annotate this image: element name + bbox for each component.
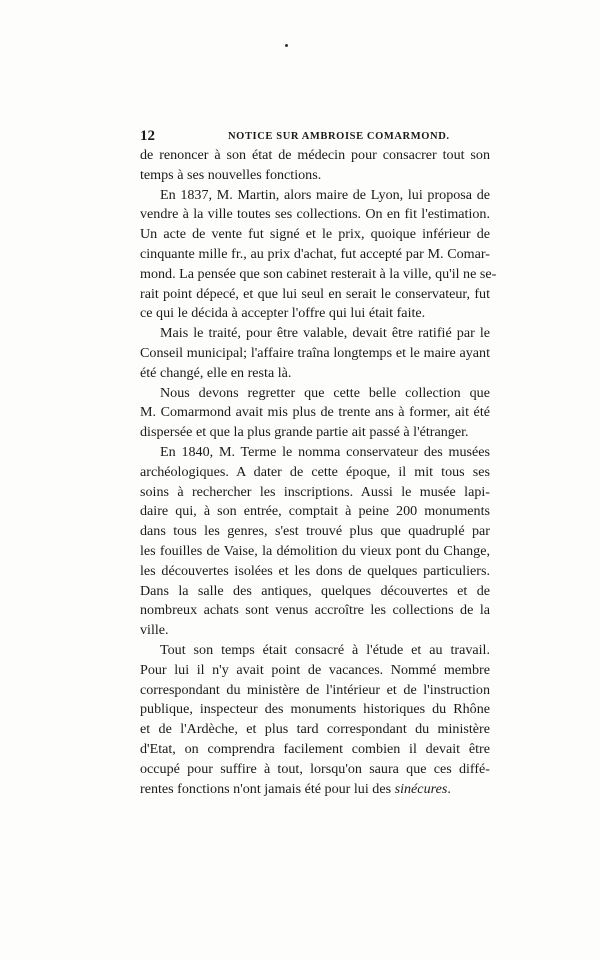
text-line: M. Comarmond avait mis plus de trente ans à former, ait été xyxy=(140,404,490,421)
running-title: NOTICE SUR AMBROISE COMARMOND. xyxy=(228,131,450,142)
paragraph xyxy=(140,443,490,641)
text-line: ce qui le décida à accepter l'offre qui lui était faite. xyxy=(140,305,426,322)
text-line: archéologiques. A dater de cette époque, il mit tous ses xyxy=(140,463,490,480)
text-line: de renoncer à son état de médecin pour consacrer tout son xyxy=(140,147,490,163)
text-line: Pour lui il n'y avait point de vacances. Nommé membre xyxy=(140,661,490,678)
text-line: temps à ses nouvelles fonctions. xyxy=(140,166,322,183)
text-line: correspondant du ministère de l'intérieur et de l'instruction xyxy=(140,681,490,698)
running-header xyxy=(140,128,490,148)
text-line: publique, inspecteur des monuments historiques du Rhône xyxy=(140,701,490,718)
text-line: dispersée et que la plus grande partie ait passé à l'étranger. xyxy=(140,424,469,441)
paragraph xyxy=(140,186,497,325)
paragraph xyxy=(140,324,490,383)
text-line: mond. La pensée que son cabinet resterait à la ville, qu'il ne se- xyxy=(140,265,497,282)
text-line: dans tous les genres, s'est trouvé plus que quadruplé par xyxy=(140,523,490,540)
paragraph xyxy=(140,641,490,799)
italic-word: sinécures xyxy=(394,780,448,797)
text-line: occupé pour suffire à tout, lorsqu'on saura que ces diffé- xyxy=(140,760,490,777)
text-line: Dans la salle des antiques, quelques découvertes et de xyxy=(140,582,490,599)
text-line: Conseil municipal; l'affaire traîna longtemps et le maire ayant xyxy=(140,344,490,361)
text-line: d'Etat, on comprendra facilement combien il devait être xyxy=(140,740,490,757)
text-line: ville. xyxy=(140,622,169,639)
text-line: cinquante mille fr., au prix d'achat, fut accepté par M. Comar- xyxy=(140,245,490,262)
text-line: En 1837, M. Martin, alors maire de Lyon, lui proposa de xyxy=(160,186,490,203)
text-line: vendre à la ville toutes ses collections. On en fit l'estimation. xyxy=(140,206,490,223)
page-number: 12 xyxy=(140,128,155,144)
text-line: les découvertes isolées et les dons de quelques particuliers. xyxy=(140,562,490,579)
text-line: soins à rechercher les inscriptions. Aussi le musée lapi- xyxy=(140,483,490,500)
text-line: En 1840, M. Terme le nomma conservateur des musées xyxy=(160,443,490,460)
text-line: été changé, elle en resta là. xyxy=(140,364,292,381)
text-line: rentes fonctions n'ont jamais été pour lui des sinécures. xyxy=(140,780,451,797)
text-line: Un acte de vente fut signé et le prix, quoique inférieur de xyxy=(140,226,490,243)
paragraph xyxy=(140,384,490,443)
text-line: Nous devons regretter que cette belle collection que xyxy=(160,384,490,401)
text-line: Tout son temps était consacré à l'étude et au travail. xyxy=(160,641,490,658)
text-line: rait point dépecé, et que lui seul en serait le conservateur, fut xyxy=(140,285,490,302)
text-line: et de l'Ardèche, et plus tard correspondant du ministère xyxy=(140,721,490,738)
text-line: nombreux achats sont venus accroître les collections de la xyxy=(140,602,490,619)
text-line: Mais le traité, pour être valable, devait être ratifié par le xyxy=(160,325,490,342)
paragraph xyxy=(140,146,490,186)
ink-speck xyxy=(285,44,288,47)
body-text xyxy=(140,146,497,799)
text-line: daire qui, à son entrée, comptait à peine 200 monuments xyxy=(140,503,490,520)
text-line: les fouilles de Vaise, la démolition du vieux pont du Change, xyxy=(140,542,490,559)
